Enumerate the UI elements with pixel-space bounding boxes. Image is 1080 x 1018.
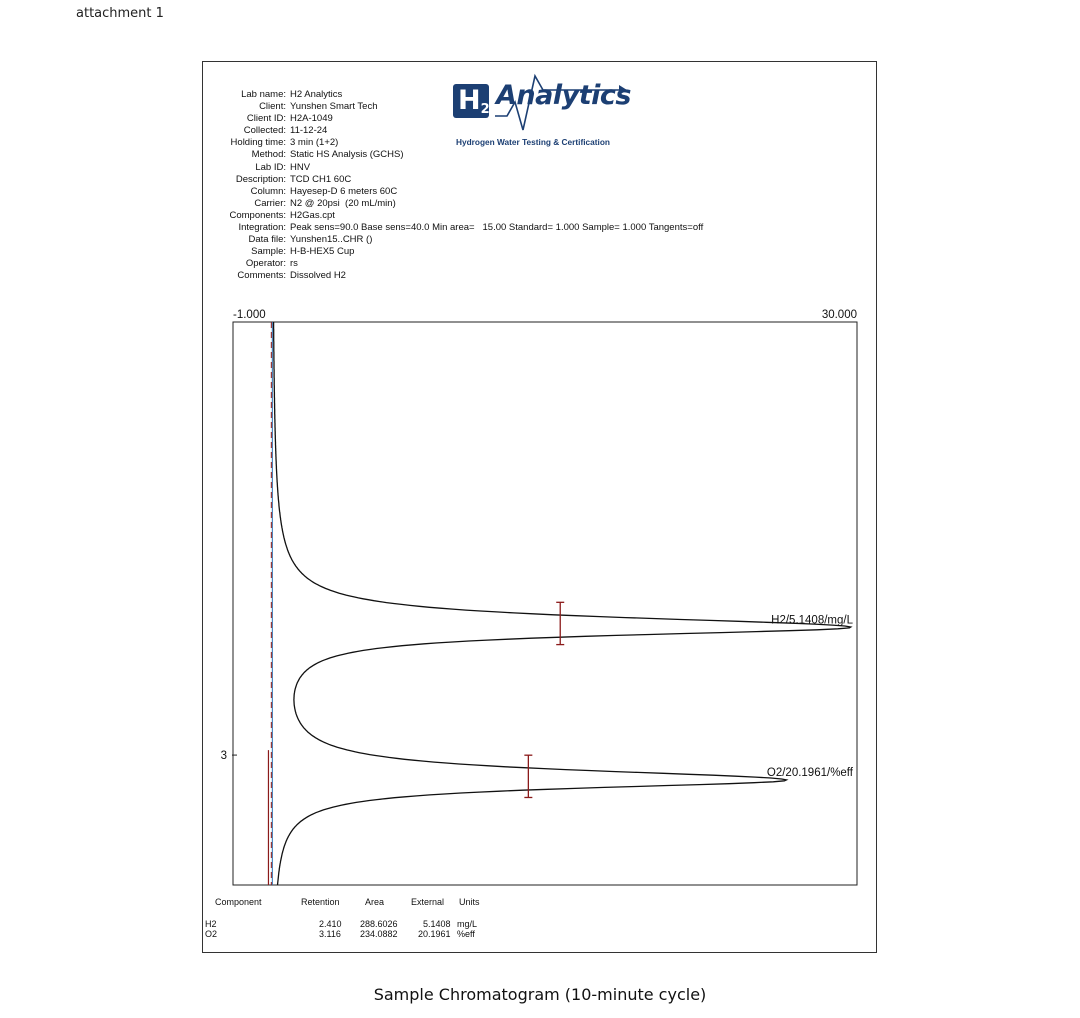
meta-value: Dissolved H2: [290, 270, 346, 282]
meta-key: Description:: [235, 173, 286, 185]
meta-key: Method:: [251, 149, 286, 161]
meta-value: H2A-1049: [290, 113, 333, 125]
results-cell: 2.410: [319, 919, 342, 929]
results-header-units: Units: [459, 897, 480, 907]
meta-key: Integration:: [238, 222, 286, 234]
results-cell: 288.6026: [360, 919, 398, 929]
results-header-external: External: [411, 897, 445, 907]
chromatogram-trace: [274, 322, 851, 885]
scale-min-label: -1.000: [233, 309, 266, 321]
scale-max-label: 30.000: [821, 309, 857, 321]
time-tick-label: 3: [220, 750, 227, 763]
meta-key: Lab ID:: [255, 161, 286, 173]
results-cell: %eff: [457, 929, 475, 939]
meta-key: Client:: [259, 101, 286, 113]
logo-wordmark: Analytics: [496, 80, 631, 111]
meta-value: TCD CH1 60C: [290, 173, 352, 185]
meta-value: H2 Analytics: [290, 89, 343, 100]
meta-key: Data file:: [248, 234, 286, 246]
peak-label: H2/5.1408/mg/L: [771, 614, 853, 627]
meta-value: Hayesep-D 6 meters 60C: [290, 185, 398, 197]
results-cell: H2: [205, 919, 217, 929]
meta-key: Client ID:: [246, 113, 286, 125]
results-cell: 5.1408: [423, 919, 451, 929]
meta-key: Collected:: [243, 125, 286, 137]
attachment-label: attachment 1: [76, 6, 164, 21]
results-cell: 234.0882: [360, 929, 398, 939]
meta-key: Carrier:: [254, 197, 286, 209]
meta-key: Comments:: [237, 270, 286, 282]
results-cell: 3.116: [319, 929, 341, 939]
meta-value: H2Gas.cpt: [290, 209, 335, 221]
results-header-retention: Retention: [301, 897, 340, 907]
meta-value: Static HS Analysis (GCHS): [290, 149, 404, 161]
meta-key: Components:: [229, 209, 286, 221]
results-cell: mg/L: [457, 919, 478, 929]
meta-value: rs: [290, 258, 298, 270]
results-header-area: Area: [365, 897, 385, 907]
meta-key: Column:: [250, 185, 286, 197]
plot-frame: [233, 322, 857, 885]
meta-value: 3 min (1+2): [290, 137, 339, 149]
results-header-component: Component: [215, 897, 262, 907]
chromatogram-report: [202, 61, 877, 953]
results-cell: O2: [205, 929, 218, 939]
meta-key: Lab name:: [241, 89, 286, 100]
meta-value: 11-12-24: [290, 125, 328, 137]
meta-value: Yunshen Smart Tech: [290, 101, 378, 113]
meta-value: H-B-HEX5 Cup: [290, 246, 355, 258]
figure-caption: Sample Chromatogram (10-minute cycle): [373, 985, 707, 1004]
logo-tagline: Hydrogen Water Testing & Certification: [456, 137, 610, 147]
meta-value: HNV: [290, 161, 311, 173]
meta-value: Peak sens=90.0 Base sens=40.0 Min area= 15.00 Standard= 1.000 Sample= 1.000 Tangents=off: [290, 222, 704, 234]
meta-value: N2 @ 20psi (20 mL/min): [290, 197, 396, 209]
peak-label: O2/20.1961/%eff: [766, 767, 853, 780]
logo-h2-badge: $H_2$: [453, 84, 489, 118]
meta-key: Operator:: [245, 258, 286, 270]
meta-value: Yunshen15..CHR (): [290, 234, 373, 246]
meta-key: Holding time:: [230, 137, 286, 149]
chromatogram-chart: [203, 62, 878, 954]
meta-key: Sample:: [251, 246, 286, 258]
results-cell: 20.1961: [418, 929, 451, 939]
